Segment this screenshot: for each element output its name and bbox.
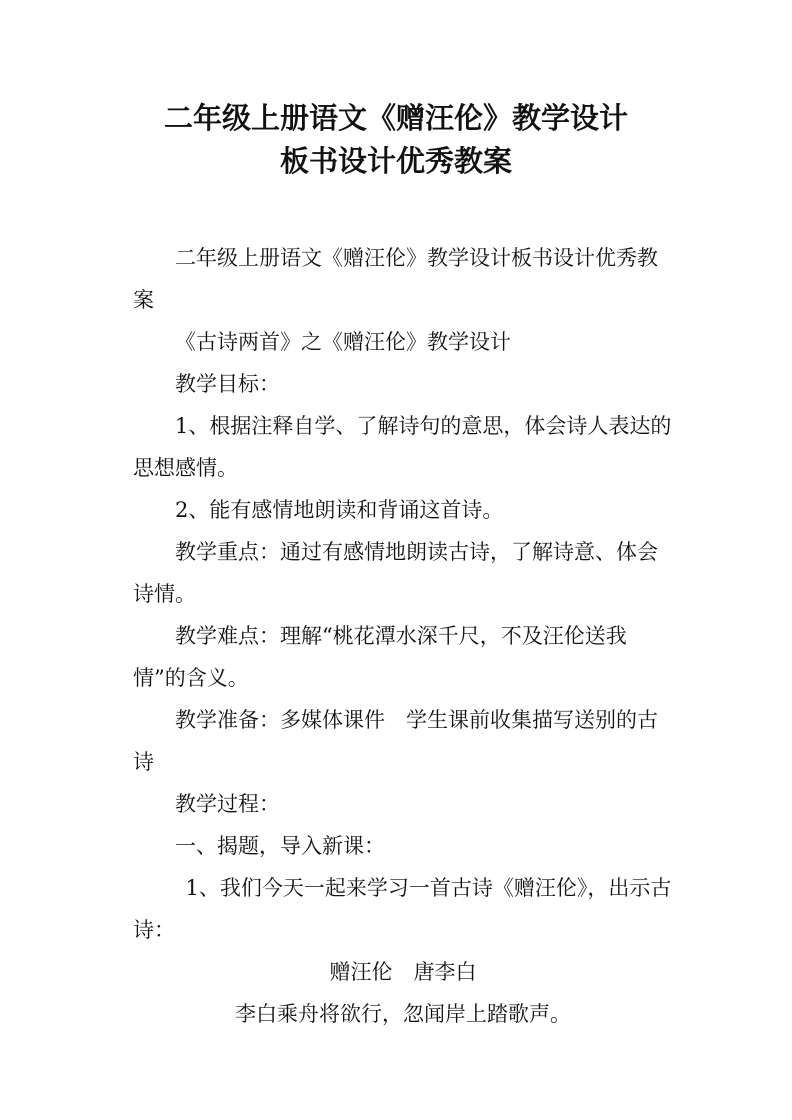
paragraph-preparation: 教学准备：多媒体课件 学生课前收集描写送别的古诗 (133, 708, 658, 774)
paragraph-process-heading: 教学过程： (175, 792, 280, 816)
paragraph-step-1: 一、揭题，导入新课： (175, 834, 385, 858)
poem-line-1: 李白乘舟将欲行，忽闻岸上踏歌声。 (235, 1002, 571, 1026)
paragraph-objective-2: 2、能有感情地朗读和背诵这首诗。 (175, 498, 504, 522)
paragraph-difficulty: 教学难点：理解“桃花潭水深千尺，不及汪伦送我情”的含义。 (133, 624, 627, 690)
paragraph-key-point: 教学重点：通过有感情地朗读古诗，了解诗意、体会诗情。 (133, 540, 658, 606)
paragraph-subtitle: 《古诗两首》之《赠汪伦》教学设计 (175, 330, 511, 354)
paragraph-objective-1: 1、根据注释自学、了解诗句的意思，体会诗人表达的思想感情。 (133, 414, 672, 480)
document-title-line-1: 二年级上册语文《赠汪伦》教学设计 (163, 101, 628, 135)
poem-title: 赠汪伦 唐李白 (329, 960, 477, 984)
paragraph-intro: 二年级上册语文《赠汪伦》教学设计板书设计优秀教案 (133, 246, 658, 312)
paragraph-objectives-heading: 教学目标： (175, 372, 280, 396)
document-title-line-2: 板书设计优秀教案 (279, 144, 512, 178)
document-body (133, 237, 673, 1035)
paragraph-step-1-1: 1、我们今天一起来学习一首古诗《赠汪伦》，出示古诗： (133, 876, 672, 942)
